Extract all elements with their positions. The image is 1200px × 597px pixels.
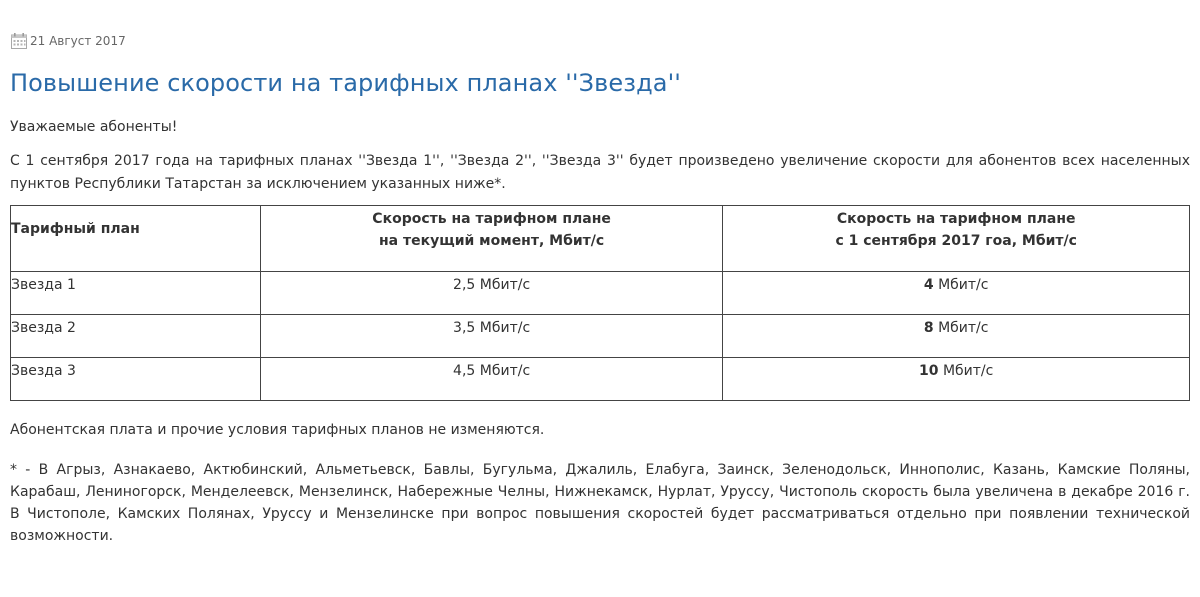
header-plan-label: Тарифный план [11,221,140,237]
tariff-speed-table [10,205,1190,401]
footnote-text: В Агрыз, Азнакаево, Актюбинский, Альметьевск, Бавлы, Бугульма, Джалиль, Елабуга, Заинск, Зеленодольск, Иннополис, Казань, Камские Поляны, Карабаш, Лениногорск, Менделеевск, Мензелинск, Набережные Челны, Нижнекамск, Нурлат, Уруссу, Чистополь скорость была увеличена в декабре 2016 г. В Чистополе, Камских Полянах, Уруссу и Мензелинске при вопрос повышения скоростей будет рассматриваться отдельно при появлении технической возможности. [10,462,1190,544]
header-new-line2: с 1 сентября 2017 гоа, Мбит/с [835,233,1077,249]
footnote-paragraph [10,459,1190,547]
plan-cell: Звезда 2 [11,315,261,358]
new-speed-value: 10 [919,363,939,379]
new-speed-cell [723,272,1190,315]
new-speed-unit: Мбит/с [933,320,989,336]
footnote-marker: * - [10,462,31,478]
new-speed-cell [723,315,1190,358]
new-speed-unit: Мбит/с [938,363,994,379]
article [10,30,1190,547]
greeting-text: Уважаемые абоненты! [10,119,178,135]
article-date: 21 Август 2017 [30,34,126,48]
plan-cell: Звезда 1 [11,272,261,315]
header-current-line2: на текущий момент, Мбит/с [378,233,605,249]
header-current-speed [260,206,723,272]
article-date-row [10,30,1190,52]
conditions-note: Абонентская плата и прочие условия тарифных планов не изменяются. [10,422,545,438]
new-speed-value: 4 [923,277,934,293]
page-title[interactable]: Повышение скорости на тарифных планах ''Звезда'' [10,69,681,97]
current-speed-cell: 2,5 Мбит/с [260,272,723,315]
new-speed-value: 8 [923,320,934,336]
header-current-line1: Скорость на тарифном плане [372,211,611,227]
current-speed-cell: 3,5 Мбит/с [260,315,723,358]
header-new-line1: Скорость на тарифном плане [836,211,1076,227]
new-speed-unit: Мбит/с [933,277,989,293]
table-header-row [11,206,1190,272]
plan-cell: Звезда 3 [11,358,261,401]
header-new-speed [723,206,1190,272]
calendar-icon [10,32,28,50]
header-plan [11,206,261,272]
current-speed-cell: 4,5 Мбит/с [260,358,723,401]
new-speed-cell [723,358,1190,401]
intro-paragraph: С 1 сентября 2017 года на тарифных планах ''Звезда 1'', ''Звезда 2'', ''Звезда 3'' будет произведено увеличение скорости для абонентов всех населенных пунктов Республики Татарстан за исключением указанных ниже*. [10,153,1190,192]
table-row [11,272,1190,315]
table-row [11,315,1190,358]
table-row [11,358,1190,401]
